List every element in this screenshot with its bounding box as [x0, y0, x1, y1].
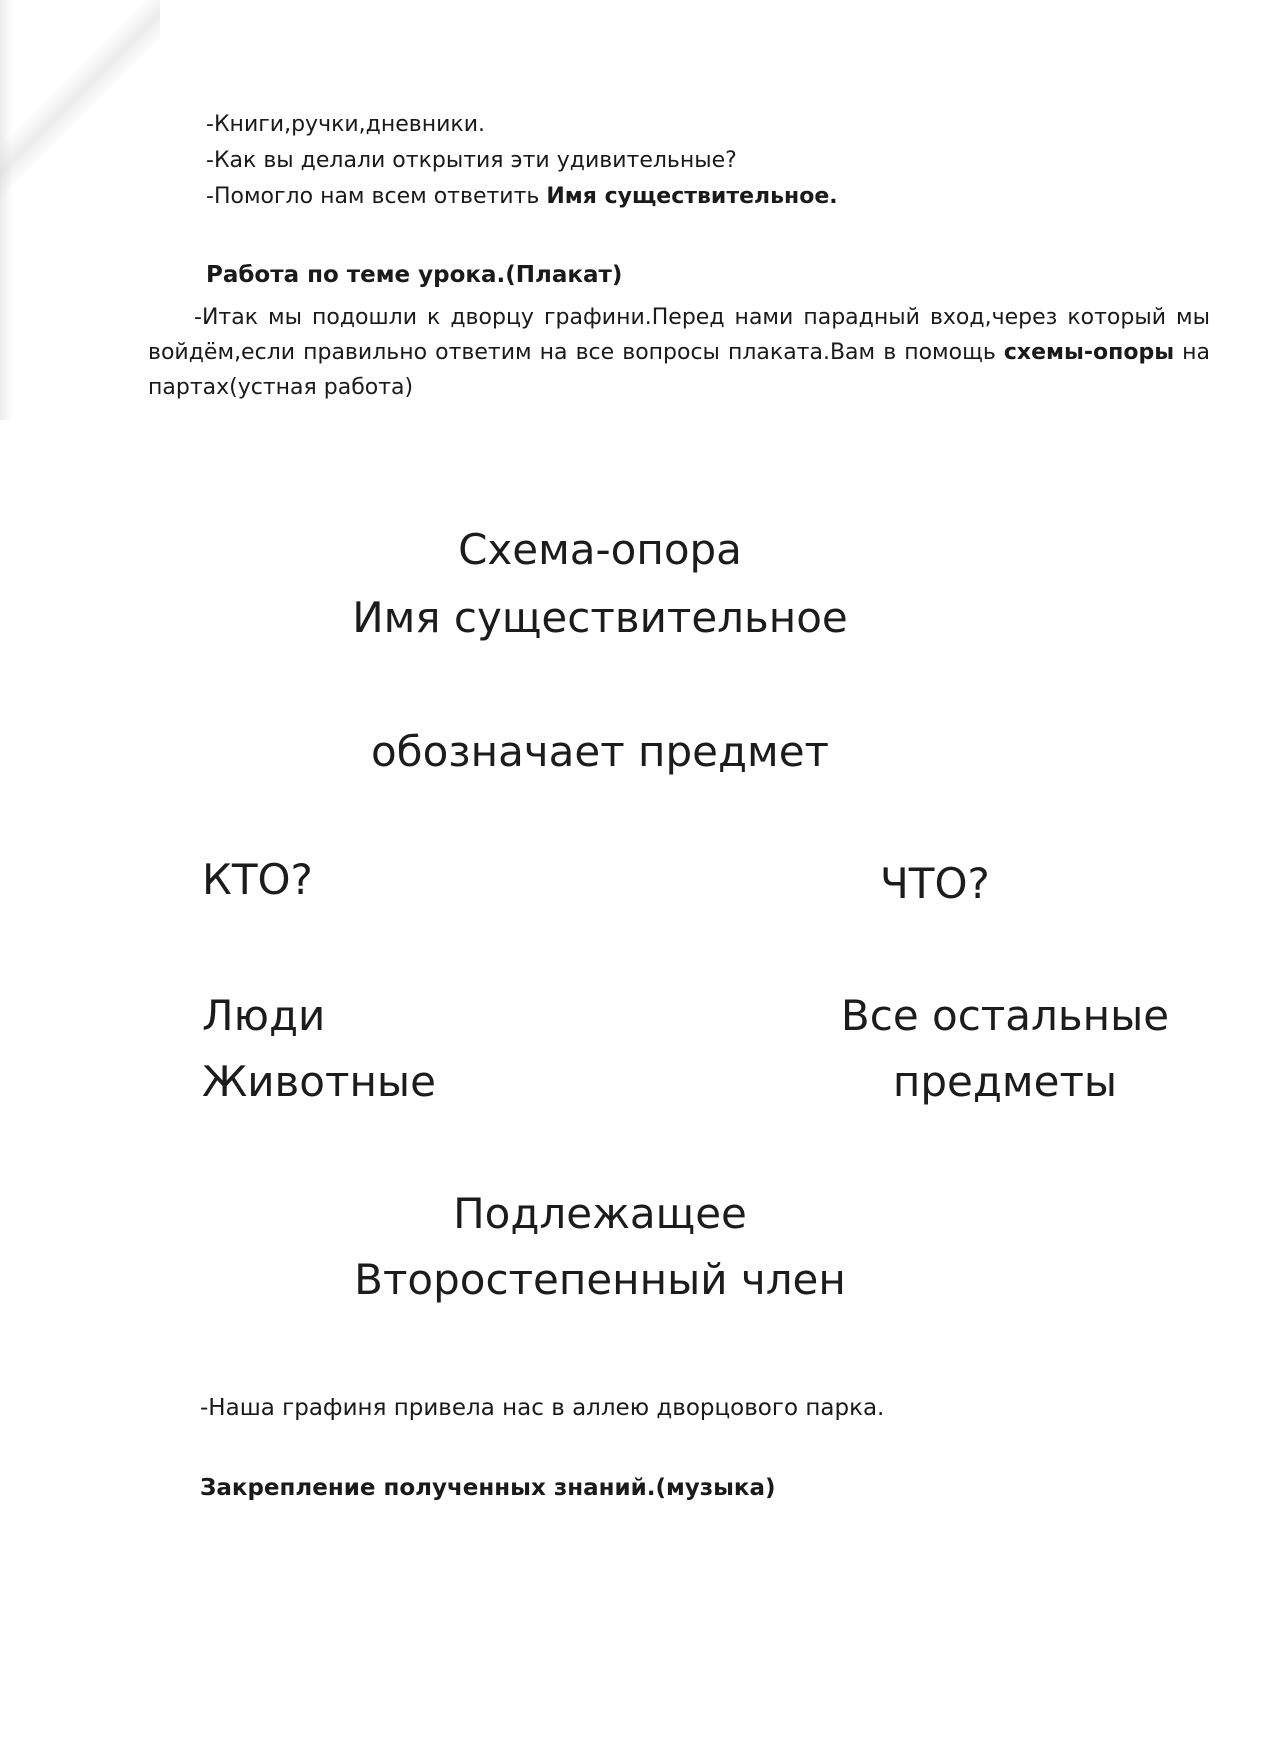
lesson-paragraph — [148, 300, 1210, 405]
intro-line-1: -Книги,ручки,дневники. — [206, 112, 486, 137]
scheme-who-line-2: Животные — [202, 1057, 436, 1106]
scan-fold-shadow — [0, 0, 160, 200]
lesson-paragraph-end: на партах(устная работа) — [148, 340, 1211, 400]
scheme-question-what: ЧТО? — [880, 859, 990, 908]
intro-line-3-bold: Имя существительное. — [546, 184, 838, 209]
lesson-section-heading: Работа по теме урока.(Плакат) — [206, 262, 623, 288]
scheme-role-line-1: Подлежащее — [453, 1189, 747, 1238]
lesson-paragraph-text: -Итак мы подошли к дворцу графини.Перед нами парадный вход,через который мы войдём,если правильно ответим на все вопросы плаката.Вам в помощь — [148, 305, 1210, 365]
scheme-meaning: обозначает предмет — [370, 727, 830, 776]
scheme-role-line-2: Второстепенный член — [354, 1255, 846, 1304]
scheme-subtitle: Имя существительное — [352, 593, 848, 642]
outro-line: -Наша графиня привела нас в аллею дворцового парка. — [200, 1395, 885, 1421]
scheme-what-line-2: предметы — [892, 1057, 1118, 1106]
scheme-what-line-1: Все остальные — [840, 991, 1170, 1040]
intro-line-3-text: -Помогло нам всем ответить — [206, 184, 547, 209]
scheme-title: Схема-опора — [458, 525, 742, 574]
consolidation-heading: Закрепление полученных знаний.(музыка) — [200, 1475, 776, 1501]
intro-line-2: -Как вы делали открытия эти удивительные? — [206, 148, 737, 173]
scheme-who-line-1: Люди — [202, 991, 326, 1040]
lesson-paragraph-bold: схемы-опоры — [1003, 340, 1175, 365]
scan-edge-shadow — [0, 0, 12, 420]
scheme-question-who: КТО? — [202, 855, 313, 904]
intro-line-3 — [206, 180, 838, 214]
